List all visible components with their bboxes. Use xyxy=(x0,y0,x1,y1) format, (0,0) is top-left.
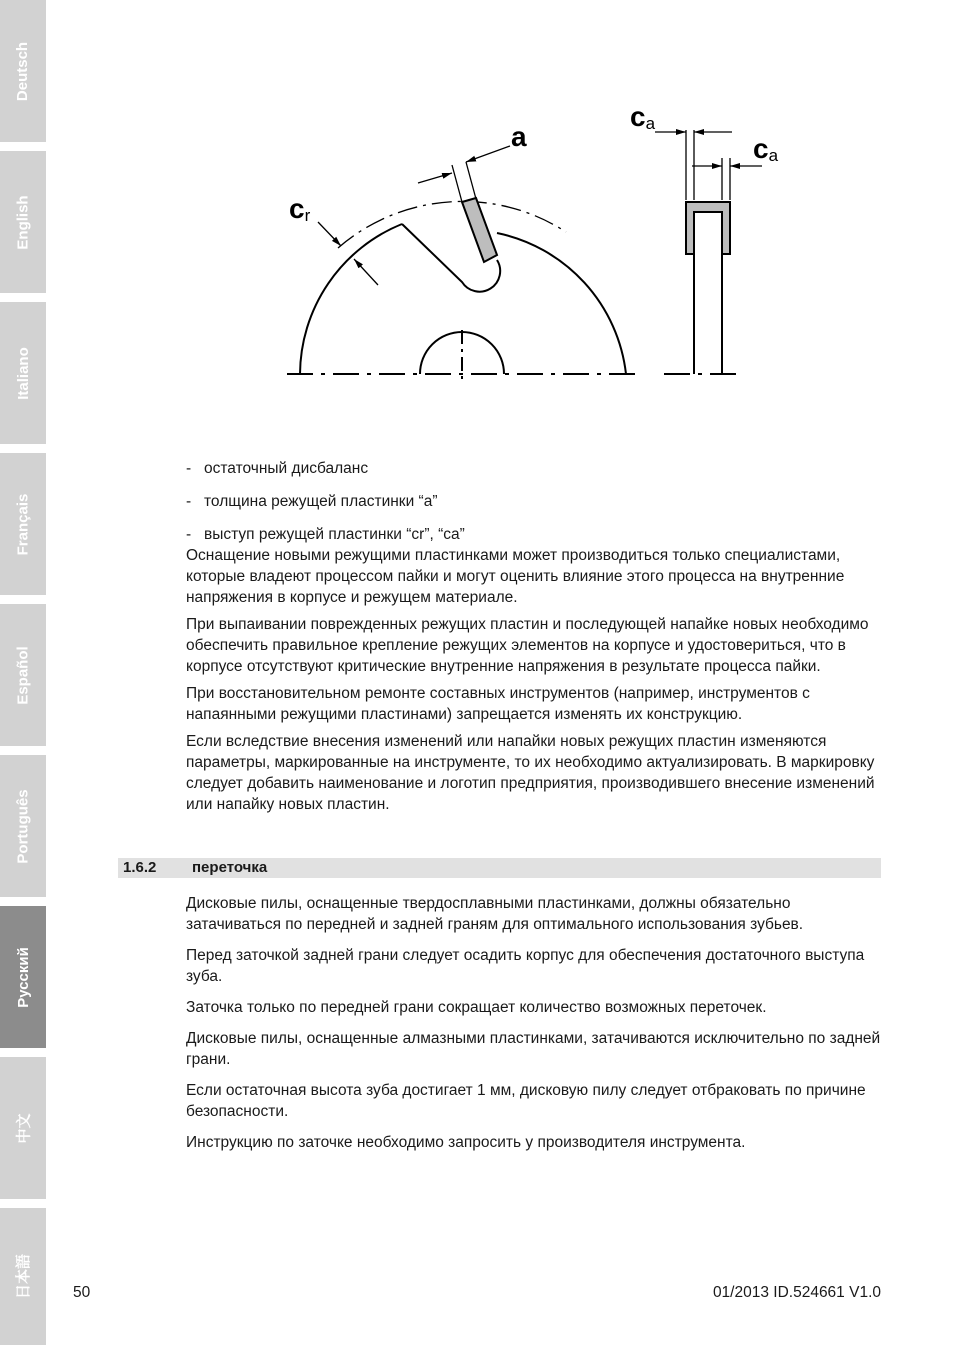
paragraph: Если вследствие внесения изменений или напайки новых режущих пластин изменяются параметры, маркированные на инструменте, то их необходимо актуализировать. В маркировку следует добавить наименование и логотип предприятия, производившего внесение изменений или напайку новых пластин. xyxy=(186,733,875,813)
page-number: 50 xyxy=(73,1284,91,1301)
lang-tab-deutsch[interactable]: Deutsch xyxy=(0,0,46,142)
bullet-item: - выступ режущей пластинки “cr”, “ca” xyxy=(186,526,465,543)
language-tabs xyxy=(0,0,46,1345)
document-id: 01/2013 ID.524661 V1.0 xyxy=(712,1284,881,1301)
bullet-item: - остаточный дисбаланс xyxy=(186,460,369,477)
paragraph: Заточка только по передней грани сокращает количество возможных переточек. xyxy=(186,999,767,1016)
cr-dash-arc xyxy=(338,201,566,248)
section-number: 1.6.2 xyxy=(123,859,157,876)
paragraph: Дисковые пилы, оснащенные алмазными пластинками, затачиваются исключительно по задней грани. xyxy=(186,1030,881,1068)
paragraph: При выпаивании поврежденных режущих пластин и последующей напайке новых необходимо обеспечить правильное крепление режущих элементов на корпусе и удостовериться, что в корпусе отсутствуют критические внутренние напряжения в результате процесса пайки. xyxy=(186,616,869,675)
cutting-insert xyxy=(462,198,497,262)
section-content xyxy=(186,893,886,1163)
paragraph: Дисковые пилы, оснащенные твердосплавными пластинками, должны обязательно затачиваться по передней и задней граням для оптимального использования зубьев. xyxy=(186,895,804,933)
lang-tab-italiano[interactable]: Italiano xyxy=(0,302,46,444)
paragraph: Перед заточкой задней грани следует осадить корпус для обеспечения достаточного выступа зуба. xyxy=(186,947,865,985)
paragraph: Если остаточная высота зуба достигает 1 мм, дисковую пилу следует отбраковать по причине безопасности. xyxy=(186,1082,866,1120)
label-cr: cr xyxy=(289,193,311,225)
blade-outline-left xyxy=(300,224,402,374)
lang-tab-chinese[interactable]: 中文 xyxy=(0,1057,46,1199)
section-title: переточка xyxy=(192,859,268,876)
lang-tab-english[interactable]: English xyxy=(0,151,46,293)
lang-tab-russian[interactable]: Русский xyxy=(0,906,46,1048)
section-heading xyxy=(118,858,881,878)
lang-tab-espanol[interactable]: Español xyxy=(0,604,46,746)
saw-blade-diagram xyxy=(270,95,800,395)
label-ca-right: ca xyxy=(753,133,779,165)
paragraph: Оснащение новыми режущими пластинками может производиться только специалистами, которые владеют процессом пайки и могут оценить влияние этого процесса на внутренние напряжения в корпусе и режущем материале. xyxy=(186,547,845,606)
lang-tab-portugues[interactable]: Português xyxy=(0,755,46,897)
paragraph: При восстановительном ремонте составных инструментов (например, инструментов с напаянными режущими пластинами) запрещается изменять их конструкцию. xyxy=(186,685,810,723)
side-insert xyxy=(686,202,730,254)
label-a: a xyxy=(511,121,527,152)
lang-tab-francais[interactable]: Français xyxy=(0,453,46,595)
label-ca-top: ca xyxy=(630,101,656,133)
main-content xyxy=(186,458,886,821)
bullet-item: - толщина режущей пластинки “a” xyxy=(186,493,438,510)
blade-outline-right xyxy=(497,233,626,374)
paragraph: Инструкцию по заточке необходимо запросить у производителя инструмента. xyxy=(186,1134,746,1151)
lang-tab-japanese[interactable]: 日本語 xyxy=(0,1208,46,1345)
